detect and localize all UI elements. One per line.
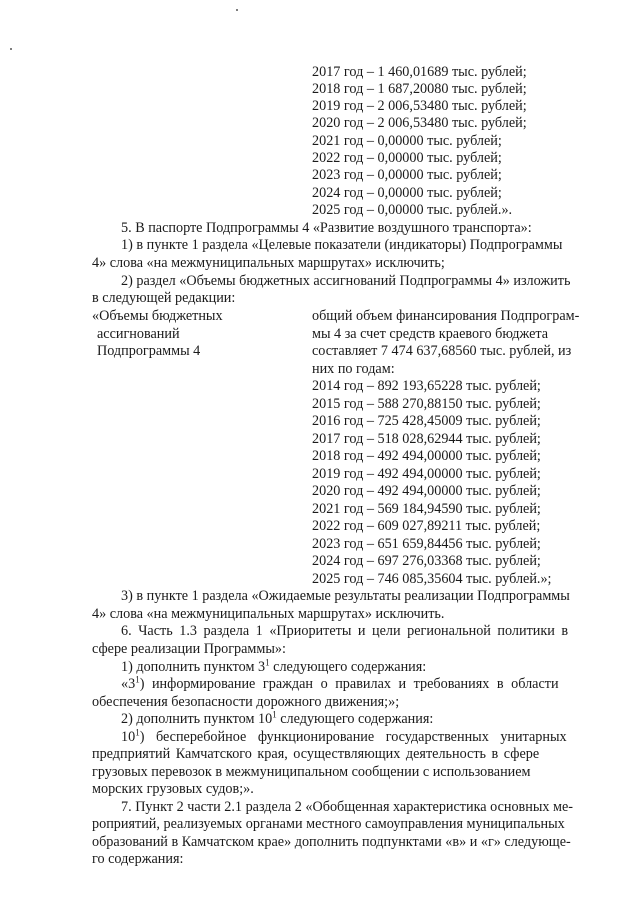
scan-speck	[236, 9, 238, 11]
paragraph-5-1-line	[121, 237, 605, 254]
paragraph-6-2-line	[121, 711, 433, 728]
superscript: 1	[135, 674, 140, 685]
year-line: 2020 год – 2 006,53480 тыс. рублей;	[312, 115, 527, 131]
paragraph-6-1-line	[121, 659, 426, 676]
paragraph-5-2-line: 2) раздел «Объемы бюджетных ассигнований Подпрограммы 4» изложить	[121, 273, 571, 289]
table-right-cell: составляет 7 474 637,68560 тыс. рублей, из	[312, 343, 572, 359]
paragraph-7-line: образований в Камчатском крае» дополнить подпунктами «в» и «г» следующе-	[92, 834, 571, 850]
year-line: 2014 год – 892 193,65228 тыс. рублей;	[312, 378, 541, 394]
text: 2) дополнить пунктом 10	[121, 711, 273, 727]
year-line: 2024 год – 0,00000 тыс. рублей;	[312, 185, 502, 201]
text: 3) в пункте 1 раздела «Ожидаемые результаты реализации Подпрограммы	[121, 588, 570, 604]
table-left-cell: «Объемы бюджетных	[92, 308, 223, 324]
superscript: 1	[265, 657, 270, 668]
paragraph-6-line: 6. Часть 1.3 раздела 1 «Приоритеты и цели региональной политики в	[121, 623, 569, 639]
quote-10-1-line	[121, 729, 567, 746]
year-line: 2016 год – 725 428,45009 тыс. рублей;	[312, 413, 541, 429]
paragraph-6-line: сфере реализации Программы»:	[92, 641, 286, 657]
text: 1) в пункте 1 раздела «Целевые показатели (индикаторы) Подпрограммы	[121, 237, 563, 253]
paragraph-5-heading: 5. В паспорте Подпрограммы 4 «Развитие воздушного транспорта»:	[121, 220, 532, 236]
year-line: 2020 год – 492 494,00000 тыс. рублей;	[312, 483, 541, 499]
table-left-cell: Подпрограммы 4	[97, 343, 201, 359]
table-right-cell: мы 4 за счет средств краевого бюджета	[312, 326, 549, 342]
year-line: 2019 год – 2 006,53480 тыс. рублей;	[312, 98, 527, 114]
table-right-cell: общий объем финансирования Подпрограм-	[312, 308, 580, 324]
year-line: 2025 год – 0,00000 тыс. рублей.».	[312, 202, 513, 218]
year-line: 2022 год – 0,00000 тыс. рублей;	[312, 150, 502, 166]
table-left-cell: ассигнований	[97, 326, 180, 342]
text: 1) дополнить пунктом 3	[121, 659, 266, 675]
text: «3	[121, 676, 136, 692]
year-line: 2018 год – 492 494,00000 тыс. рублей;	[312, 448, 541, 464]
text: следующего содержания:	[269, 659, 427, 675]
quote-3-1-line	[121, 676, 559, 693]
year-line: 2021 год – 0,00000 тыс. рублей;	[312, 133, 502, 149]
year-line: 2023 год – 0,00000 тыс. рублей;	[312, 167, 502, 183]
quote-3-1-line: обеспечения безопасности дорожного движения;»;	[92, 694, 400, 710]
year-line: 2018 год – 1 687,20080 тыс. рублей;	[312, 81, 527, 97]
year-line: 2024 год – 697 276,03368 тыс. рублей;	[312, 553, 541, 569]
paragraph-7-line: 7. Пункт 2 части 2.1 раздела 2 «Обобщенная характеристика основных ме-	[121, 799, 574, 815]
year-line: 2025 год – 746 085,35604 тыс. рублей.»;	[312, 571, 552, 587]
year-line: 2021 год – 569 184,94590 тыс. рублей;	[312, 501, 541, 517]
paragraph-5-3-line: 4» слова «на межмуниципальных маршрутах» исключить.	[92, 606, 445, 622]
year-line: 2019 год – 492 494,00000 тыс. рублей;	[312, 466, 541, 482]
text: следующего содержания:	[276, 711, 434, 727]
text: ) бесперебойное функционирование государственных унитарных	[139, 729, 567, 745]
superscript: 1	[135, 727, 140, 738]
text: 10	[121, 729, 136, 745]
paragraph-5-2-line: в следующей редакции:	[92, 290, 236, 306]
year-line: 2017 год – 518 028,62944 тыс. рублей;	[312, 431, 541, 447]
year-line: 2015 год – 588 270,88150 тыс. рублей;	[312, 396, 541, 412]
paragraph-7-line: роприятий, реализуемых органами местного самоуправления муниципальных	[92, 816, 565, 832]
quote-10-1-line: морских грузовых судов;».	[92, 781, 254, 797]
year-line: 2017 год – 1 460,01689 тыс. рублей;	[312, 64, 527, 80]
quote-10-1-line: предприятий Камчатского края, осуществляющих деятельность в сфере	[92, 746, 540, 762]
table-right-cell: них по годам:	[312, 361, 395, 377]
text: ) информирование граждан о правилах и требованиях в области	[139, 676, 559, 692]
paragraph-5-3-line	[121, 588, 605, 605]
scan-speck	[10, 48, 12, 50]
year-line: 2023 год – 651 659,84456 тыс. рублей;	[312, 536, 541, 552]
paragraph-5-1-line: 4» слова «на межмуниципальных маршрутах» исключить;	[92, 255, 445, 271]
paragraph-7-line: го содержания:	[92, 851, 184, 867]
quote-10-1-line: грузовых перевозок в межмуниципальном сообщении с использованием	[92, 764, 531, 780]
year-line: 2022 год – 609 027,89211 тыс. рублей;	[312, 518, 541, 534]
superscript: 1	[272, 709, 277, 720]
